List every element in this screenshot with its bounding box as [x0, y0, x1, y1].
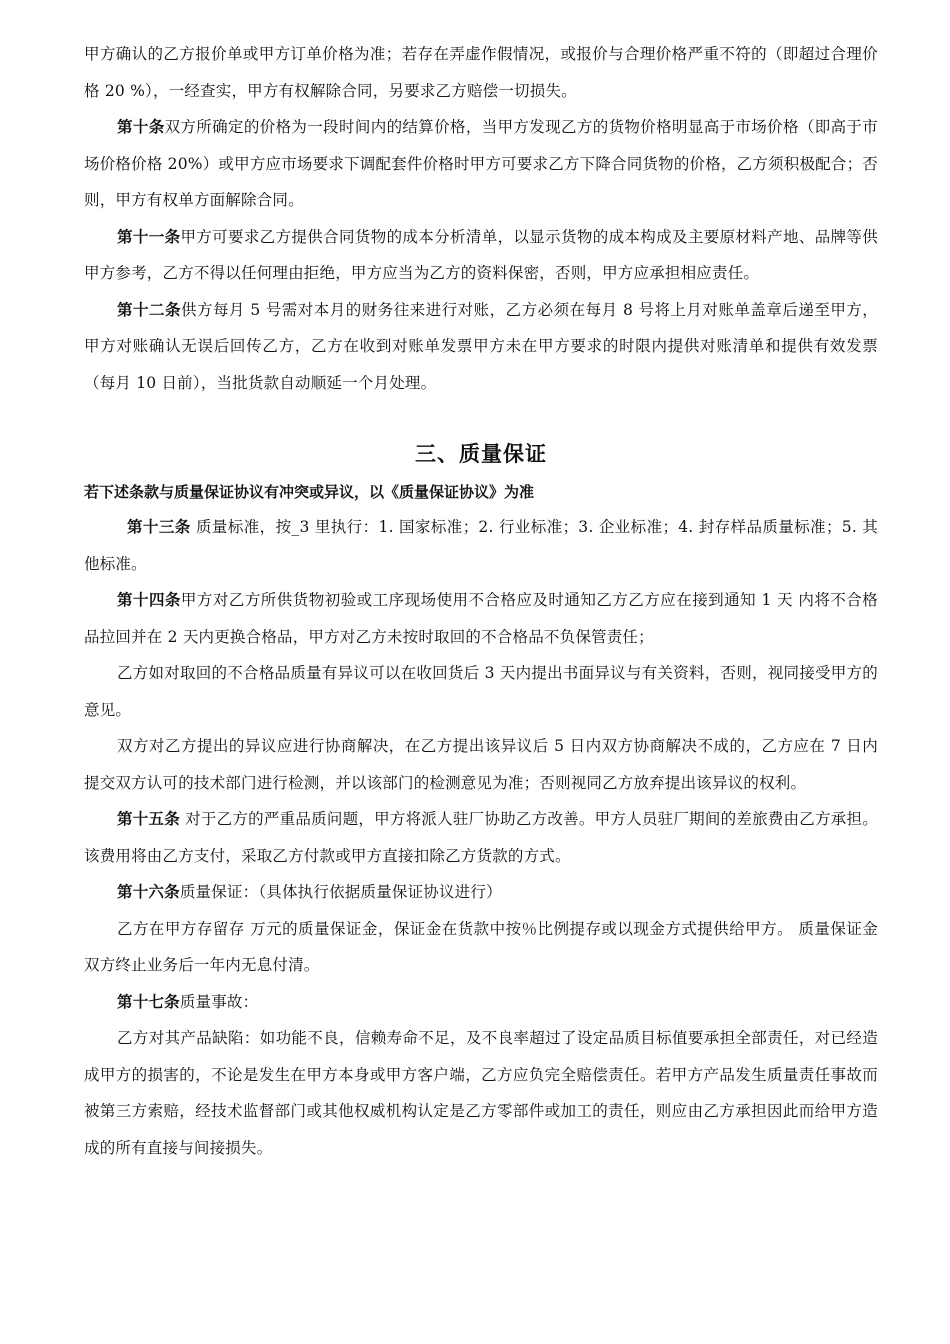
article-16: [84, 874, 878, 911]
article-label: 第十五条: [117, 809, 180, 828]
paragraph-text: 乙方对其产品缺陷：如功能不良，信赖寿命不足，及不良率超过了设定品质目标值要承担全部责任，对已经造成甲方的损害的，不论是发生在甲方本身或甲方客户端，乙方应负完全赔偿责任。若甲方产品发生质量责任事故而被第三方索赔，经技术监督部门或其他权威机构认定是乙方零部件或加工的责任，则应由乙方承担因此而给甲方造成的所有直接与间接损失。: [84, 1029, 878, 1157]
article-label: 第十条: [117, 117, 165, 136]
article-14-paragraph-2: [84, 655, 878, 728]
paragraph-text: 甲方确认的乙方报价单或甲方订单价格为准；若存在弄虚作假情况，或报价与合理价格严重不符的（即超过合理价格 20 %），一经查实，甲方有权解除合同，另要求乙方赔偿一切损失。: [84, 45, 878, 100]
article-label: 第十七条: [117, 991, 180, 1011]
article-text: 质量标准，按_3 里执行：1. 国家标准；2. 行业标准；3. 企业标准；4. 封存样品质量标准；5. 其他标准。: [84, 518, 878, 573]
article-11: [84, 219, 878, 292]
section-note: 若下述条款与质量保证协议有冲突或异议，以《质量保证协议》为准: [84, 483, 535, 501]
paragraph-text: 乙方如对取回的不合格品质量有异议可以在收回货后 3 天内提出书面异议与有关资料，否则，视同接受甲方的意见。: [84, 664, 878, 719]
article-15: [84, 801, 878, 874]
article-10: [84, 109, 878, 219]
article-14-paragraph-3: [84, 728, 878, 801]
article-text: 对于乙方的严重品质问题，甲方将派人驻厂协助乙方改善。甲方人员驻厂期间的差旅费由乙方承担。该费用将由乙方支付，采取乙方付款或甲方直接扣除乙方货款的方式。: [84, 810, 878, 865]
article-text: 甲方对乙方所供货物初验或工序现场使用不合格应及时通知乙方乙方应在接到通知 1 天 内将不合格品拉回并在 2 天内更换合格品，甲方对乙方未按时取回的不合格品不负保管责任；: [84, 591, 878, 646]
article-17-paragraph-2: [84, 1020, 878, 1166]
section-title: 三、质量保证: [415, 442, 547, 466]
article-label: 第十六条: [117, 882, 180, 901]
article-text: 供方每月 5 号需对本月的财务往来进行对账，乙方必须在每月 8 号将上月对账单盖章后递至甲方，甲方对账确认无误后回传乙方，乙方在收到对账单发票甲方未在甲方要求的时限内提供对账清单和提供有效发票（每月 10 日前），当批货款自动顺延一个月处理。: [84, 300, 878, 392]
article-text: 质量保证：（具体执行依据质量保证协议进行）: [179, 883, 502, 901]
article-text: 质量事故：: [179, 992, 259, 1011]
paragraph-price-basis: [84, 36, 878, 109]
article-14: [84, 582, 878, 655]
article-label: 第十二条: [117, 299, 181, 319]
article-13: [84, 509, 878, 582]
article-12: [84, 292, 878, 402]
paragraph-text: 双方对乙方提出的异议应进行协商解决，在乙方提出该异议后 5 日内双方协商解决不成的，乙方应在 7 日内提交双方认可的技术部门进行检测，并以该部门的检测意见为准；否则视同乙方放弃提出该异议的权利。: [84, 737, 878, 792]
article-16-paragraph-2: [84, 911, 878, 984]
paragraph-text: 乙方在甲方存留存 万元的质量保证金，保证金在货款中按％比例提存或以现金方式提供给甲方。 质量保证金双方终止业务后一年内无息付清。: [84, 919, 878, 974]
article-text: 甲方可要求乙方提供合同货物的成本分析清单，以显示货物的成本构成及主要原材料产地、品牌等供甲方参考，乙方不得以任何理由拒绝，甲方应当为乙方的资料保密，否则，甲方应承担相应责任。: [84, 227, 878, 282]
article-label: 第十三条: [127, 517, 191, 536]
article-text: 双方所确定的价格为一段时间内的结算价格，当甲方发现乙方的货物价格明显高于市场价格（即高于市场价格价格 20%）或甲方应市场要求下调配套件价格时甲方可要求乙方下降合同货物的价格，乙方须积极配合；否则，甲方有权单方面解除合同。: [84, 118, 878, 209]
article-label: 第十一条: [117, 226, 181, 246]
article-17: [84, 984, 878, 1021]
article-label: 第十四条: [117, 590, 181, 609]
